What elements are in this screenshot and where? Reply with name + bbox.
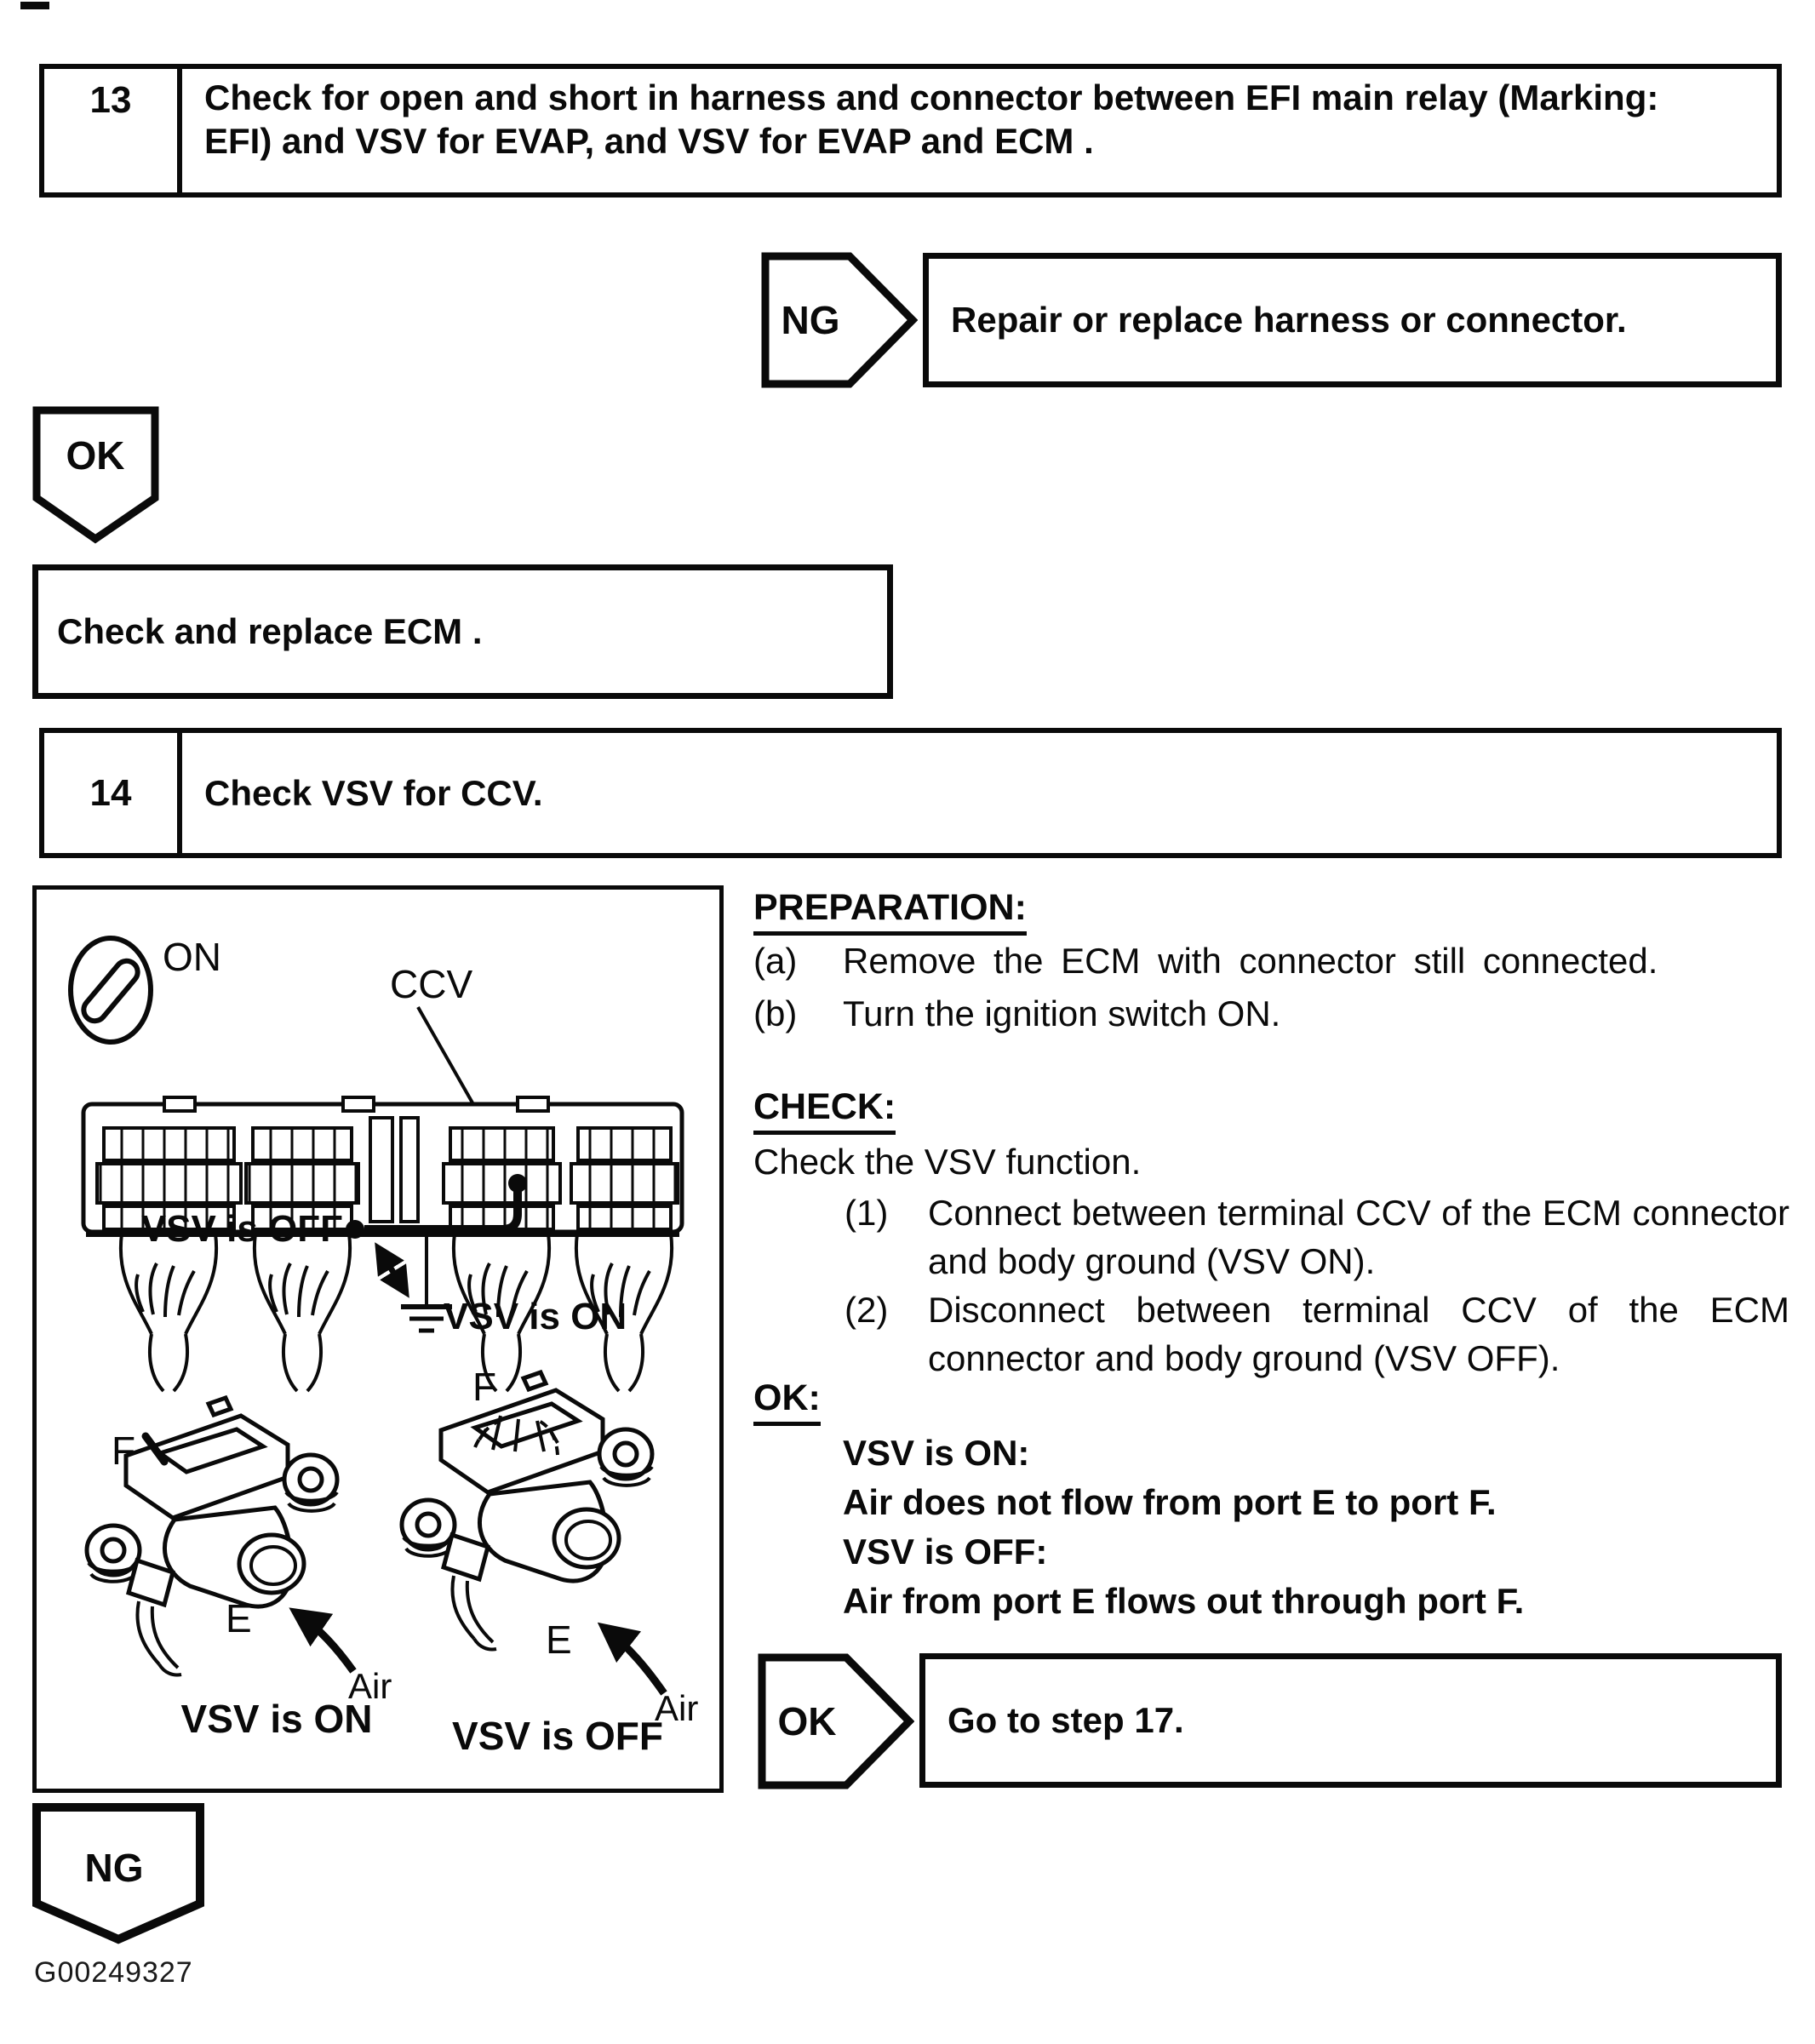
ccv-terminal-label: CCV bbox=[390, 962, 473, 1006]
ok-branch-label: OK bbox=[777, 1699, 837, 1743]
ok-heading: OK: bbox=[753, 1377, 821, 1426]
air-arrow-off bbox=[605, 1629, 664, 1693]
port-f-label-off: F bbox=[472, 1365, 497, 1409]
ng-branch-arrow bbox=[761, 252, 918, 388]
figure-id: G00249327 bbox=[34, 1956, 193, 1989]
ok-line-1: VSV is ON: bbox=[843, 1433, 1030, 1473]
valve-off-caption: VSV is OFF bbox=[452, 1714, 663, 1758]
ok-line-4: Air from port E flows out through port F. bbox=[843, 1581, 1525, 1621]
ng-down-label: NG bbox=[84, 1846, 144, 1890]
ignition-state-label: ON bbox=[163, 935, 221, 979]
port-e-label-off: E bbox=[546, 1617, 572, 1662]
scan-artifact bbox=[20, 2, 49, 9]
port-e-label-on: E bbox=[226, 1596, 252, 1640]
check-intro: Check the VSV function. bbox=[753, 1142, 1142, 1182]
air-label-on: Air bbox=[348, 1666, 392, 1706]
connect-disconnect-arrow bbox=[379, 1249, 405, 1291]
replace-ecm-box bbox=[32, 564, 893, 699]
goto-step-text: Go to step 17. bbox=[948, 1700, 1184, 1740]
preparation-item-b-text: Turn the ignition switch ON. bbox=[843, 993, 1281, 1033]
step-14-number: 14 bbox=[44, 733, 182, 853]
check-heading: CHECK: bbox=[753, 1086, 896, 1135]
ok-down-label: OK bbox=[66, 433, 125, 478]
ok-line-3: VSV is OFF: bbox=[843, 1532, 1048, 1572]
ok-branch-arrow bbox=[758, 1653, 914, 1789]
vsv-on-wire-label: VSV is ON bbox=[444, 1296, 627, 1337]
step-14-header bbox=[39, 728, 1782, 858]
repair-action-text: Repair or replace harness or connector. bbox=[951, 300, 1627, 340]
replace-ecm-text: Check and replace ECM . bbox=[57, 611, 483, 651]
wire-bundle bbox=[255, 1234, 350, 1391]
wire-bundle bbox=[121, 1234, 216, 1391]
air-arrow-on bbox=[297, 1613, 353, 1671]
step-14-title: Check VSV for CCV. bbox=[204, 773, 543, 813]
ok-down-arrow bbox=[32, 406, 160, 544]
ng-down-arrow bbox=[32, 1803, 204, 1944]
jumper-wire-end-dot bbox=[346, 1220, 364, 1239]
step-13-number: 13 bbox=[44, 69, 182, 192]
vsv-off-wire-label: VSV is OFF bbox=[140, 1208, 343, 1250]
port-f-label-on: F bbox=[112, 1429, 136, 1473]
check-item-2-text: Disconnect between terminal CCV of the ECM connector and body ground (VSV OFF). bbox=[928, 1290, 1789, 1378]
ng-branch-label: NG bbox=[781, 298, 840, 342]
check-item-1-label: (1) bbox=[845, 1193, 889, 1233]
vsv-valve-off-illustration bbox=[402, 1372, 652, 1650]
preparation-heading: PREPARATION: bbox=[753, 887, 1027, 936]
check-item-1-text: Connect between terminal CCV of the ECM connector and body ground (VSV ON). bbox=[928, 1193, 1789, 1281]
air-label-off: Air bbox=[655, 1688, 699, 1728]
preparation-item-b-label: (b) bbox=[753, 993, 798, 1033]
vsv-diagram bbox=[37, 890, 719, 1789]
preparation-item-a-label: (a) bbox=[753, 941, 798, 981]
ok-line-2: Air does not flow from port E to port F. bbox=[843, 1482, 1497, 1522]
valve-on-caption: VSV is ON bbox=[180, 1697, 373, 1741]
goto-step-box bbox=[919, 1653, 1782, 1788]
vsv-diagram-panel bbox=[32, 885, 724, 1793]
check-item-2-label: (2) bbox=[845, 1290, 889, 1330]
repair-action-box bbox=[923, 253, 1782, 387]
step-13-header bbox=[39, 64, 1782, 198]
preparation-item-a-text: Remove the ECM with connector still connected. bbox=[843, 941, 1658, 981]
step-13-title: Check for open and short in harness and connector between EFI main relay (Marking: EFI) and VSV for EVAP, and VSV for EVAP and ECM . bbox=[204, 77, 1659, 161]
